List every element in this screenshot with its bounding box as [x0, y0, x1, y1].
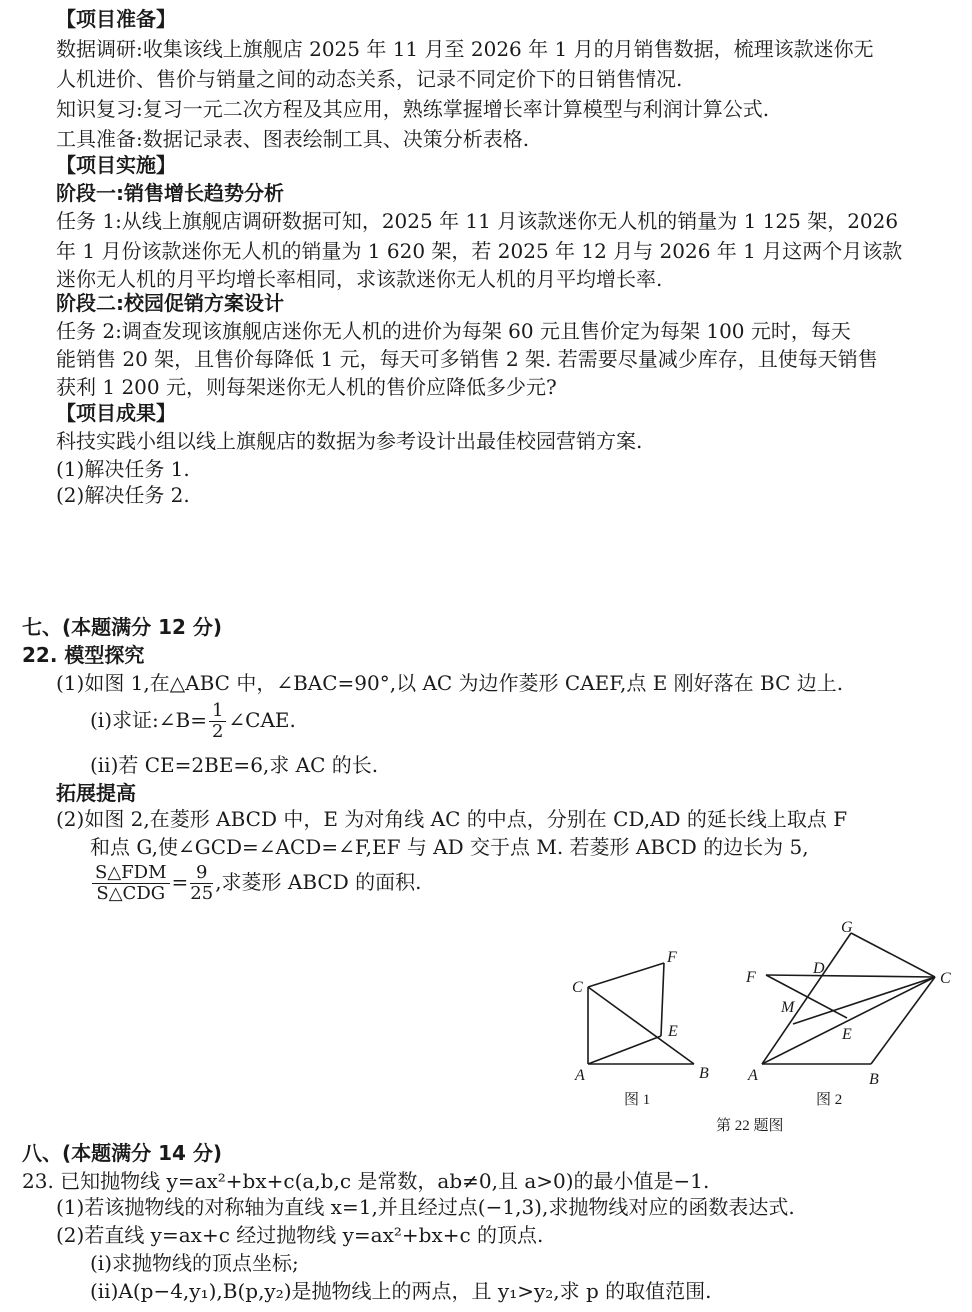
fig2-edge-FE: [766, 975, 847, 1018]
fig1-edge-CB: [588, 987, 694, 1064]
q22-part2-tail: ,求菱形 ABCD 的面积.: [215, 870, 422, 894]
area-ratio-den: S△CDG: [96, 883, 166, 904]
prep-line-2: 人机进价、售价与销量之间的动态关系，记录不同定价下的日销售情况.: [56, 67, 683, 91]
fig2-label-F: F: [746, 969, 756, 986]
fig2-label-B: B: [869, 1071, 879, 1088]
fig2-edge-AG: [762, 933, 851, 1064]
fig2-label-D: D: [813, 960, 825, 977]
task1-line-2: 年 1 月份该款迷你无人机的销量为 1 620 架，若 2025 年 12 月与 2026 年 1 月这两个月该款: [56, 239, 903, 263]
fig1-label-F: F: [667, 949, 677, 966]
fig1-caption: 图 1: [624, 1092, 651, 1108]
fig2-label-C: C: [940, 970, 951, 987]
q22-part1-i-prefix: (ⅰ)求证:∠B=: [90, 708, 207, 732]
fig1-edge-FE: [661, 963, 664, 1036]
section-title-preparation: 【项目准备】: [56, 7, 176, 31]
half-num: 1: [209, 701, 226, 722]
fig1-label-B: B: [699, 1065, 709, 1082]
fig2-edge-FC: [766, 975, 935, 977]
fig2-edge-AC: [762, 977, 935, 1064]
fig2-label-A: A: [748, 1067, 758, 1084]
q22-part2-line-1: (2)如图 2,在菱形 ABCD 中，E 为对角线 AC 的中点，分别在 CD,AD 的延长线上取点 F: [56, 807, 848, 831]
fig1-label-C: C: [572, 979, 583, 996]
fig2-label-M: M: [781, 999, 795, 1016]
fig2-caption: 图 2: [816, 1092, 843, 1108]
fig2-label-E: E: [842, 1026, 852, 1043]
task2-line-2: 能销售 20 架，且售价每降低 1 元，每天可多销售 2 架. 若需要尽量减少库存，且使每天销售: [56, 347, 878, 371]
fig2-edge-BC: [871, 977, 935, 1064]
q23-part2-i: (ⅰ)求抛物线的顶点坐标;: [90, 1251, 299, 1275]
prep-line-4: 工具准备:数据记录表、图表绘制工具、决策分析表格.: [56, 127, 530, 151]
result-line-2: (1)解决任务 1.: [56, 457, 190, 481]
prep-line-3: 知识复习:复习一元二次方程及其应用，熟练掌握增长率计算模型与利润计算公式.: [56, 97, 770, 121]
extension-title: 拓展提高: [56, 781, 136, 805]
half-den: 2: [211, 721, 224, 742]
section-title-implementation: 【项目实施】: [56, 153, 176, 177]
ratio-value-num: 9: [190, 863, 213, 884]
result-line-1: 科技实践小组以线上旗舰店的数据为参考设计出最佳校园营销方案.: [56, 429, 643, 453]
section-title-results: 【项目成果】: [56, 401, 176, 425]
q22-title: 22. 模型探究: [22, 643, 145, 667]
q22-part1-ii: (ⅱ)若 CE=2BE=6,求 AC 的长.: [90, 753, 379, 777]
stage1-title: 阶段一:销售增长趋势分析: [56, 181, 284, 205]
figure-group-caption: 第 22 题图: [716, 1118, 784, 1134]
fig2-edge-GC: [851, 933, 935, 977]
part8-header: 八、(本题满分 14 分): [22, 1141, 223, 1165]
prep-line-1: 数据调研:收集该线上旗舰店 2025 年 11 月至 2026 年 1 月的月销售数据，梳理该款迷你无: [56, 37, 874, 61]
task2-line-3: 获利 1 200 元，则每架迷你无人机的售价应降低多少元?: [56, 375, 557, 399]
task2-line-1: 任务 2:调查发现该旗舰店迷你无人机的进价为每架 60 元且售价定为每架 100 元时，每天: [56, 319, 851, 343]
fig1-edge-AE: [588, 1036, 661, 1064]
q23-part1: (1)若该抛物线的对称轴为直线 x=1,并且经过点(−1,3),求抛物线对应的函数表达式.: [56, 1195, 795, 1219]
q23-stem: 23. 已知抛物线 y=ax²+bx+c(a,b,c 是常数，ab≠0,且 a>0)的最小值是−1.: [22, 1169, 710, 1193]
q23-part2: (2)若直线 y=ax+c 经过抛物线 y=ax²+bx+c 的顶点.: [56, 1223, 544, 1247]
task1-line-1: 任务 1:从线上旗舰店调研数据可知，2025 年 11 月该款迷你无人机的销量为 1 125 架，2026: [56, 209, 899, 233]
area-ratio-num: S△FDM: [92, 863, 170, 884]
equals-sign: =: [171, 870, 189, 894]
fig1-label-E: E: [668, 1023, 678, 1040]
fig2-label-G: G: [841, 919, 853, 936]
task1-line-3: 迷你无人机的月平均增长率相同，求该款迷你无人机的月平均增长率.: [56, 267, 663, 291]
result-line-3: (2)解决任务 2.: [56, 483, 190, 507]
part7-header: 七、(本题满分 12 分): [22, 615, 223, 639]
q22-part2-line-2: 和点 G,使∠GCD=∠ACD=∠F,EF 与 AD 交于点 M. 若菱形 ABCD 的边长为 5,: [90, 835, 809, 859]
ratio-value-den: 25: [190, 883, 214, 904]
fig1-label-A: A: [575, 1067, 585, 1084]
q23-part2-ii: (ⅱ)A(p−4,y₁),B(p,y₂)是抛物线上的两点，且 y₁>y₂,求 p 的取值范围.: [90, 1279, 712, 1303]
q22-part1-i-suffix: ∠CAE.: [228, 708, 296, 732]
stage2-title: 阶段二:校园促销方案设计: [56, 291, 284, 315]
fig1-edge-CF: [588, 963, 664, 987]
q22-part1: (1)如图 1,在△ABC 中，∠BAC=90°,以 AC 为边作菱形 CAEF,点 E 刚好落在 BC 边上.: [56, 671, 844, 695]
figure-1: [588, 963, 694, 1064]
